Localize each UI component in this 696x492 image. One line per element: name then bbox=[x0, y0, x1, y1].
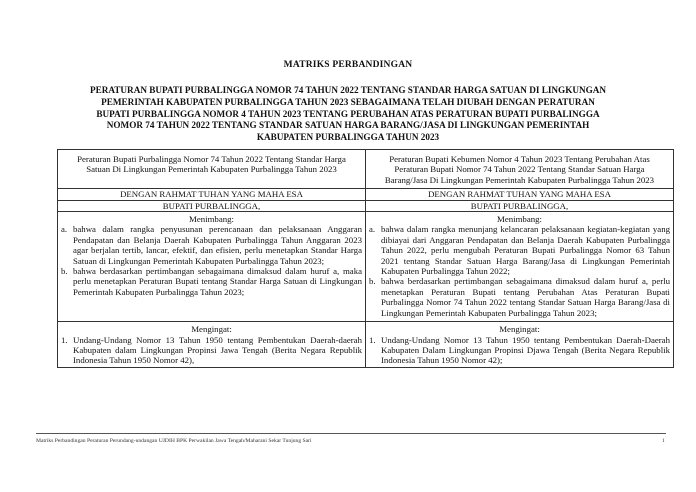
list-marker: 1. bbox=[369, 334, 376, 345]
right-menimbang-title: Menimbang: bbox=[497, 214, 542, 225]
left-rahmat: DENGAN RAHMAT TUHAN YANG MAHA ESA bbox=[58, 189, 366, 200]
comparison-table bbox=[57, 149, 674, 368]
subtitle-line: BUPATI PURBALINGGA NOMOR 4 TAHUN 2023 TENTANG PERUBAHAN ATAS PERATURAN BUPATI PURBALINGGA bbox=[96, 108, 600, 119]
left-mengingat-title: Mengingat: bbox=[191, 324, 232, 335]
list-item-text: bahwa dalam rangka menunjang kelancaran pelaksanaan kegiatan-kegiatan yang dibiayai dari Anggaran Pendapatan dan Belanja Daerah Kabupaten Purbalingga Tahun 2022, perlu mengubah Peraturan Bupati Purbalingga Nomor 63 Tahun 2021 tentang Standar Satuan Harga Barang/Jasa di Lingkungan Pemerintah Kabupaten Purbalingga Tahun 2022; bbox=[381, 224, 670, 277]
list-item-text: bahwa dalam rangka penyusunan perencanaan dan pelaksanaan Anggaran Pendapatan dan Belanja Daerah Kabupaten Purbalingga Tahun Anggaran 2023 agar berjalan tertib, lancar, efektif, dan efisien, perlu menetapkan Standar Harga Satuan di Lingkungan Pemerintah Kabupaten Purbalingga Tahun 2023; bbox=[73, 224, 362, 266]
subtitle-line: KABUPATEN PURBALINGGA TAHUN 2023 bbox=[256, 132, 440, 143]
right-menimbang-cell bbox=[366, 212, 674, 322]
list-item-text: Undang-Undang Nomor 13 Tahun 1950 tentang Pembentukan Daerah-daerah Kabupaten dalam Lingkungan Propinsi Jawa Tengah (Berita Negara Republik Indonesia Tahun 1950 Nomor 42), bbox=[73, 334, 362, 366]
table-header-row bbox=[58, 150, 674, 189]
list-item-text: bahwa berdasarkan pertimbangan sebagaimana dimaksud dalam huruf a, maka perlu menetapkan Peraturan Bupati tentang Standar Harga Satuan di Lingkungan Pemerintah Kabupaten Purbalingga Tahun 2023; bbox=[73, 266, 362, 297]
list-marker: b. bbox=[61, 266, 68, 277]
menimbang-row bbox=[58, 212, 674, 322]
footer-text: Matriks Perbandingan Peraturan Perundang-undangan UJDIH BPK Perwakilan Jawa Tengah/Maharani Sekar Tunjung Sari bbox=[36, 438, 312, 444]
subtitle-line: PERATURAN BUPATI PURBALINGGA NOMOR 74 TAHUN 2022 TENTANG STANDAR HARGA SATUAN DI LINGKUNGAN bbox=[89, 85, 607, 95]
table-row bbox=[58, 200, 674, 211]
right-rahmat: DENGAN RAHMAT TUHAN YANG MAHA ESA bbox=[366, 189, 674, 200]
list-item-text: bahwa berdasarkan pertimbangan sebagaimana dimaksud dalam huruf a, perlu menetapkan Peraturan Bupati tentang Perubahan Atas Peraturan Bupati Purbalingga Nomor 74 Tahun 2022 tentang Standar Satuan Harga Barang/Jasa di Lingkungan Pemerintah Kabupaten Purbalingga Tahun 2023; bbox=[381, 276, 670, 318]
document-title: MATRIKS PERBANDINGAN bbox=[283, 60, 413, 70]
right-mengingat-cell bbox=[366, 322, 674, 368]
footer-rule bbox=[36, 433, 666, 434]
list-item bbox=[369, 224, 670, 276]
left-menimbang-cell bbox=[58, 212, 366, 322]
subtitle-line: PEMERINTAH KABUPATEN PURBALINGGA TAHUN 2023 SEBAGAIMANA TELAH DIUBAH DENGAN PERATURAN bbox=[101, 96, 595, 107]
list-item bbox=[61, 224, 362, 266]
list-marker: a. bbox=[61, 224, 68, 235]
right-regulation-header: Peraturan Bupati Kebumen Nomor 4 Tahun 2023 Tentang Perubahan Atas Peraturan Bupati Nomor 74 Tahun 2022 Tentang Standar Satuan Harga Barang/Jasa Di Lingkungan Pemerintah Kabupaten Purbalingga Tahun 2023 bbox=[366, 150, 674, 189]
list-marker: 1. bbox=[61, 334, 68, 345]
table-row bbox=[58, 189, 674, 200]
left-menimbang-title: Menimbang: bbox=[189, 214, 234, 225]
list-item-text: Undang-Undang Nomor 13 Tahun 1950 tentang Pembentukan Daerah-Daerah Kabupaten Dalam Lingkungan Propinsi Djawa Tengah (Berita Negara Republik Indonesia Tahun 1950 Nomor 42); bbox=[381, 334, 670, 366]
list-item bbox=[369, 276, 670, 318]
subtitle-line: NOMOR 74 TAHUN 2022 TENTANG STANDAR SATUAN HARGA BARANG/JASA DI LINGKUNGAN PEMERINTAH bbox=[106, 120, 590, 131]
document-subtitle bbox=[64, 85, 632, 144]
left-bupati: BUPATI PURBALINGGA, bbox=[58, 200, 366, 211]
list-marker: b. bbox=[369, 276, 376, 287]
list-item bbox=[61, 335, 362, 366]
mengingat-row bbox=[58, 322, 674, 368]
list-item bbox=[61, 266, 362, 297]
left-regulation-header: Peraturan Bupati Purbalingga Nomor 74 Tahun 2022 Tentang Standar Harga Satuan Di Lingkungan Pemerintah Kabupaten Purbalingga Tahun 2023 bbox=[58, 150, 366, 189]
page-number: 1 bbox=[662, 438, 665, 444]
list-item bbox=[369, 335, 670, 366]
list-marker: a. bbox=[369, 224, 376, 235]
left-mengingat-cell bbox=[58, 322, 366, 368]
right-mengingat-title: Mengingat: bbox=[499, 324, 540, 335]
right-bupati: BUPATI PURBALINGGA, bbox=[366, 200, 674, 211]
